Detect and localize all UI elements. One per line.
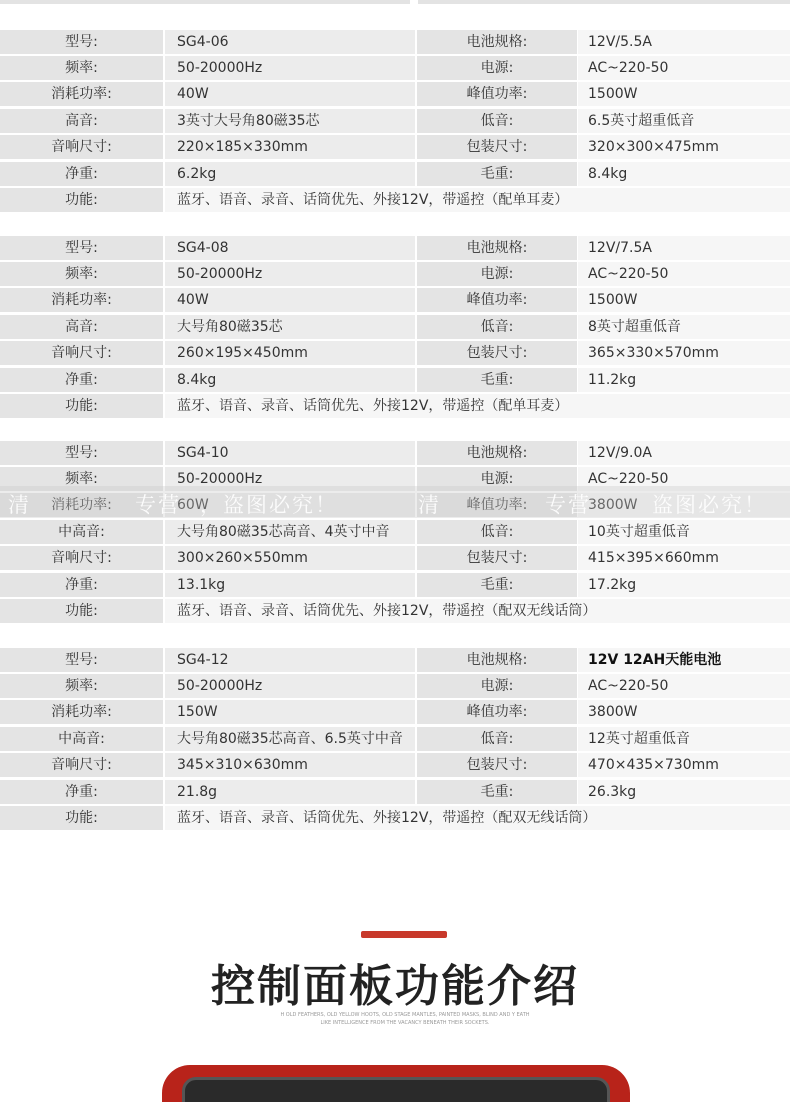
row-value: 12V/9.0A: [578, 441, 790, 465]
row-value: SG4-08: [165, 236, 415, 260]
row-label: 型号:: [0, 648, 163, 672]
row-label: 型号:: [0, 236, 163, 260]
table-row: [0, 727, 790, 751]
row-value: 大号角80磁35芯高音、4英寸中音: [165, 520, 415, 544]
row-value: 40W: [165, 288, 415, 312]
table-row: [0, 162, 790, 186]
row-label: 毛重:: [417, 162, 577, 186]
row-label: 电源:: [417, 56, 577, 80]
row-label: 净重:: [0, 573, 163, 597]
row-label: 毛重:: [417, 573, 577, 597]
row-value: 470×435×730mm: [578, 753, 790, 777]
row-value: 50-20000Hz: [165, 467, 415, 491]
table-row: [0, 441, 790, 465]
row-value: 12V/7.5A: [578, 236, 790, 260]
row-label: 包装尺寸:: [417, 135, 577, 159]
watermark-text: 盗图必究！: [652, 493, 767, 517]
row-label: 功能:: [0, 806, 163, 830]
row-label: 峰值功率:: [417, 288, 577, 312]
row-value: 蓝牙、语音、录音、话筒优先、外接12V，带遥控（配双无线话筒）: [165, 806, 790, 830]
watermark-text: 专营: [135, 493, 181, 517]
table-row: [0, 493, 790, 517]
row-label: 峰值功率:: [417, 700, 577, 724]
row-label: 电池规格:: [417, 441, 577, 465]
row-label: 频率:: [0, 674, 163, 698]
row-label: 低音:: [417, 520, 577, 544]
row-value: AC~220-50: [578, 467, 790, 491]
row-label: 功能:: [0, 394, 163, 418]
row-label: 低音:: [417, 109, 577, 133]
row-value: AC~220-50: [578, 262, 790, 286]
row-value: 260×195×450mm: [165, 341, 415, 365]
row-value: 150W: [165, 700, 415, 724]
section-accent-bar: [361, 931, 447, 938]
table-row-function: [0, 394, 790, 418]
table-row: [0, 700, 790, 724]
row-value: 6.5英寸超重低音: [578, 109, 790, 133]
row-label: 低音:: [417, 727, 577, 751]
row-value: 345×310×630mm: [165, 753, 415, 777]
table-row-function: [0, 188, 790, 212]
row-value: 40W: [165, 82, 415, 106]
section-subtitle: H OLD FEATHERS, OLD YELLOW HOOTS, OLD STAGE MANTLES, PAINTED MASKS, BLIND AND Y EATH LIKE INTELLIGENCE FROM THE VACANCY BENEATH THEIR SOCKETS.: [280, 1012, 530, 1026]
row-value: 220×185×330mm: [165, 135, 415, 159]
row-label: 包装尺寸:: [417, 546, 577, 570]
table-row: [0, 780, 790, 804]
row-label: 音响尺寸:: [0, 135, 163, 159]
row-label: 包装尺寸:: [417, 753, 577, 777]
row-label: 峰值功率:: [417, 493, 577, 517]
row-label: 消耗功率:: [0, 493, 163, 517]
table-row: [0, 573, 790, 597]
row-value: 大号角80磁35芯高音、6.5英寸中音: [165, 727, 415, 751]
row-value: 11.2kg: [578, 368, 790, 392]
row-value: 1500W: [578, 288, 790, 312]
watermark-text: 专营: [545, 493, 591, 517]
table-row: [0, 648, 790, 672]
table-row: [0, 56, 790, 80]
row-value: 大号角80磁35芯: [165, 315, 415, 339]
row-value: 蓝牙、语音、录音、话筒优先、外接12V，带遥控（配单耳麦）: [165, 394, 790, 418]
section-title: 控制面板功能介绍: [211, 961, 579, 1012]
row-value: 蓝牙、语音、录音、话筒优先、外接12V，带遥控（配单耳麦）: [165, 188, 790, 212]
row-value: 8英寸超重低音: [578, 315, 790, 339]
row-label: 包装尺寸:: [417, 341, 577, 365]
row-label: 电池规格:: [417, 648, 577, 672]
row-label: 低音:: [417, 315, 577, 339]
row-label: 音响尺寸:: [0, 546, 163, 570]
row-label: 净重:: [0, 162, 163, 186]
row-value: 13.1kg: [165, 573, 415, 597]
row-label: 消耗功率:: [0, 700, 163, 724]
table-row: [0, 109, 790, 133]
row-value: 6.2kg: [165, 162, 415, 186]
table-row-function: [0, 599, 790, 623]
row-label: 净重:: [0, 368, 163, 392]
row-label: 型号:: [0, 30, 163, 54]
watermark-text: ，盗图必究！: [200, 493, 338, 517]
row-label: 音响尺寸:: [0, 753, 163, 777]
row-label: 高音:: [0, 109, 163, 133]
control-panel-image: [162, 1065, 630, 1102]
row-value: 415×395×660mm: [578, 546, 790, 570]
table-row: [0, 315, 790, 339]
watermark-text: 清: [8, 493, 31, 517]
row-value: 12V 12AH天能电池: [578, 648, 790, 672]
row-value: 3800W: [578, 700, 790, 724]
row-value: AC~220-50: [578, 674, 790, 698]
row-value: 蓝牙、语音、录音、话筒优先、外接12V，带遥控（配双无线话筒）: [165, 599, 790, 623]
row-label: 电池规格:: [417, 236, 577, 260]
row-value: 12V/5.5A: [578, 30, 790, 54]
row-label: 电池规格:: [417, 30, 577, 54]
row-value: 1500W: [578, 82, 790, 106]
row-value: 365×330×570mm: [578, 341, 790, 365]
row-value: 60W: [165, 493, 415, 517]
row-value: SG4-12: [165, 648, 415, 672]
table-row: [0, 82, 790, 106]
row-value: 17.2kg: [578, 573, 790, 597]
row-value: 8.4kg: [578, 162, 790, 186]
row-label: 频率:: [0, 56, 163, 80]
row-value: 50-20000Hz: [165, 674, 415, 698]
row-value: 10英寸超重低音: [578, 520, 790, 544]
row-label: 频率:: [0, 467, 163, 491]
row-label: 功能:: [0, 599, 163, 623]
row-label: 电源:: [417, 674, 577, 698]
row-value: SG4-06: [165, 30, 415, 54]
table-row: [0, 467, 790, 491]
control-panel-face: [182, 1077, 610, 1102]
row-label: 毛重:: [417, 368, 577, 392]
row-value: 8.4kg: [165, 368, 415, 392]
row-label: 功能:: [0, 188, 163, 212]
table-row: [0, 341, 790, 365]
row-value: 26.3kg: [578, 780, 790, 804]
table-row: [0, 674, 790, 698]
row-value: 300×260×550mm: [165, 546, 415, 570]
row-value: SG4-10: [165, 441, 415, 465]
row-label: 高音:: [0, 315, 163, 339]
top-divider-left: [0, 0, 410, 4]
row-label: 中高音:: [0, 520, 163, 544]
row-label: 中高音:: [0, 727, 163, 751]
row-value: 50-20000Hz: [165, 56, 415, 80]
table-row: [0, 236, 790, 260]
row-value: 21.8g: [165, 780, 415, 804]
table-row: [0, 753, 790, 777]
table-row: [0, 368, 790, 392]
row-label: 电源:: [417, 467, 577, 491]
table-row: [0, 30, 790, 54]
top-divider: [0, 0, 790, 4]
table-row: [0, 520, 790, 544]
row-value: 320×300×475mm: [578, 135, 790, 159]
watermark-text: 清: [418, 493, 441, 517]
row-label: 消耗功率:: [0, 288, 163, 312]
table-row: [0, 262, 790, 286]
row-label: 净重:: [0, 780, 163, 804]
table-row: [0, 288, 790, 312]
table-row: [0, 546, 790, 570]
row-value: AC~220-50: [578, 56, 790, 80]
row-label: 频率:: [0, 262, 163, 286]
table-row-function: [0, 806, 790, 830]
row-value: 3英寸大号角80磁35芯: [165, 109, 415, 133]
row-label: 消耗功率:: [0, 82, 163, 106]
row-label: 电源:: [417, 262, 577, 286]
table-row: [0, 135, 790, 159]
row-label: 音响尺寸:: [0, 341, 163, 365]
row-label: 峰值功率:: [417, 82, 577, 106]
row-value: 3800W: [578, 493, 790, 517]
row-label: 毛重:: [417, 780, 577, 804]
row-label: 型号:: [0, 441, 163, 465]
row-value: 50-20000Hz: [165, 262, 415, 286]
row-value: 12英寸超重低音: [578, 727, 790, 751]
top-divider-right: [418, 0, 790, 4]
